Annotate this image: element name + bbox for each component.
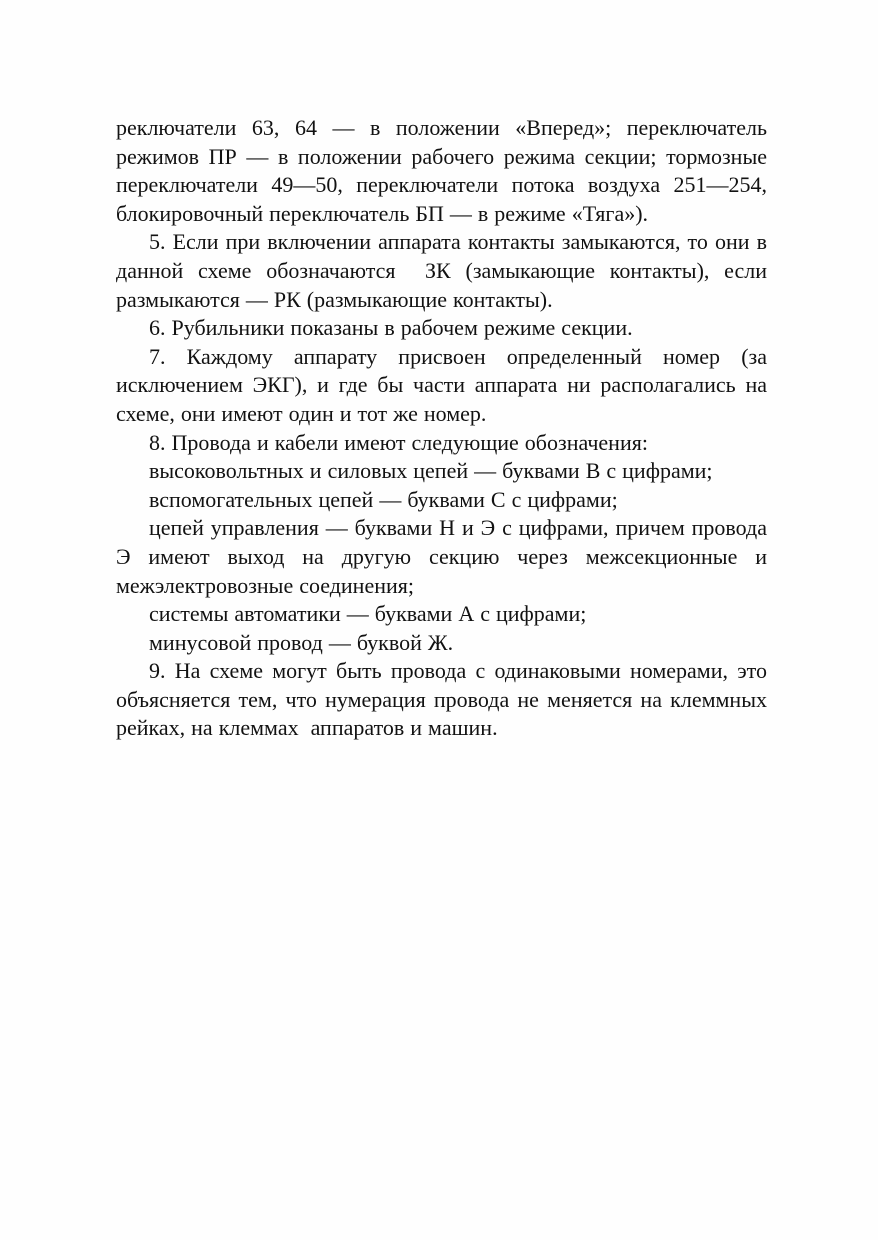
- text-paragraph-list-high-voltage: высоковольтных и силовых цепей — буквами В с цифрами;: [149, 458, 713, 484]
- text-paragraph-list-control: цепей управления — буквами Н и Э с цифрами, причем провода Э имеют выход на другую секцию через межсекционные и межэлектровозные соединения;: [116, 515, 773, 598]
- text-paragraph-continuation: реключатели 63, 64 — в положении «Вперед»; переключатель режимов ПР — в положении рабочего режима секции; тормозные переключатели 49—50, переключатели потока воздуха 251—254, блокировочный переключатель БП — в режиме «Тяга»).: [116, 115, 773, 226]
- text-paragraph-list-minus-wire: минусовой провод — буквой Ж.: [149, 629, 454, 655]
- text-paragraph-item-7: 7. Каждому аппарату присвоен определенный номер (за исключением ЭКГ), и где бы части аппарата ни располагались на схеме, они имеют один и тот же номер.: [116, 343, 773, 426]
- text-paragraph-item-8: 8. Провода и кабели имеют следующие обозначения:: [149, 429, 648, 455]
- text-paragraph-item-9: 9. На схеме могут быть провода с одинаковыми номерами, это объясняется тем, что нумерация провода не меняется на клеммных рейках, на клеммах аппаратов и машин.: [116, 658, 773, 741]
- text-paragraph-list-auxiliary: вспомогательных цепей — буквами С с цифрами;: [149, 486, 618, 512]
- text-block: [116, 114, 773, 743]
- text-paragraph-list-automation: системы автоматики — буквами А с цифрами;: [149, 601, 587, 627]
- text-paragraph-item-6: 6. Рубильники показаны в рабочем режиме секции.: [149, 315, 633, 341]
- text-paragraph-item-5: 5. Если при включении аппарата контакты замыкаются, то они в данной схеме обозначаются ЗК (замыкающие контакты), если размыкаются — РК (размыкающие контакты).: [116, 229, 773, 312]
